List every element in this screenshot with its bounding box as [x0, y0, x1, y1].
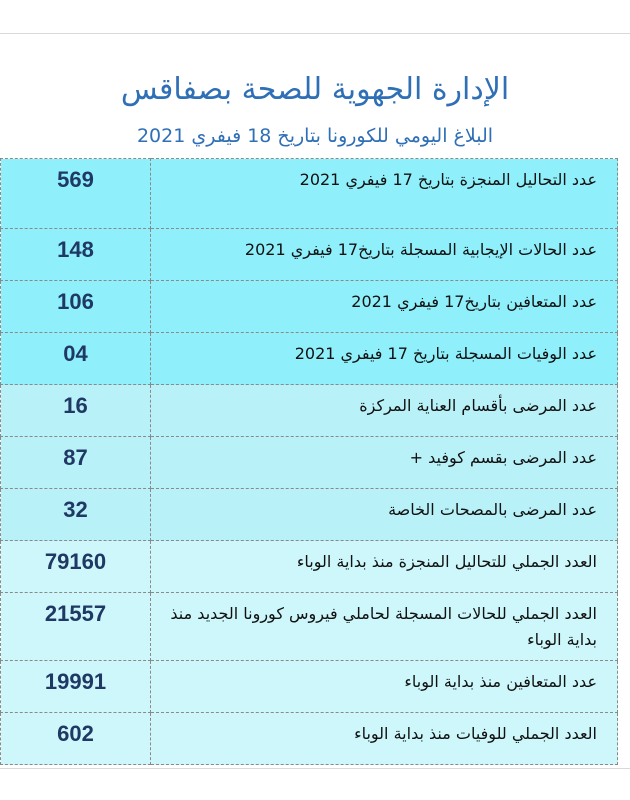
- stat-value: 569: [1, 159, 151, 229]
- stat-value: 32: [1, 489, 151, 541]
- stat-value: 87: [1, 437, 151, 489]
- stat-value: 21557: [1, 593, 151, 661]
- page-title: الإدارة الجهوية للصحة بصفاقس: [120, 72, 510, 107]
- table-row: [1, 229, 618, 281]
- statistics-table: [0, 158, 618, 765]
- stat-label: عدد المتعافين منذ بداية الوباء: [151, 661, 618, 713]
- stat-label: عدد المرضى بقسم كوفيد +: [151, 437, 618, 489]
- table-row: [1, 437, 618, 489]
- table-row: [1, 593, 618, 661]
- table-row: [1, 713, 618, 765]
- page-subtitle: البلاغ اليومي للكورونا بتاريخ 18 فيفري 2021: [136, 125, 494, 147]
- table-row: [1, 385, 618, 437]
- table-row: [1, 489, 618, 541]
- stat-value: 19991: [1, 661, 151, 713]
- table-row: [1, 661, 618, 713]
- stat-label: عدد التحاليل المنجزة بتاريخ 17 فيفري 2021: [151, 159, 618, 229]
- stat-label: العدد الجملي للوفيات منذ بداية الوباء: [151, 713, 618, 765]
- stat-value: 79160: [1, 541, 151, 593]
- stat-label: عدد المتعافين بتاريخ17 فيفري 2021: [151, 281, 618, 333]
- table-row: [1, 541, 618, 593]
- stat-label: العدد الجملي للتحاليل المنجزة منذ بداية الوباء: [151, 541, 618, 593]
- stat-value: 106: [1, 281, 151, 333]
- stat-label: عدد المرضى بالمصحات الخاصة: [151, 489, 618, 541]
- stat-label: عدد المرضى بأقسام العناية المركزة: [151, 385, 618, 437]
- stat-value: 602: [1, 713, 151, 765]
- stat-value: 16: [1, 385, 151, 437]
- stat-value: 04: [1, 333, 151, 385]
- stat-label: عدد الحالات الإيجابية المسجلة بتاريخ17 فيفري 2021: [151, 229, 618, 281]
- table-row: [1, 333, 618, 385]
- stat-label: العدد الجملي للحالات المسجلة لحاملي فيروس كورونا الجديد منذ بداية الوباء: [151, 593, 618, 661]
- stat-label: عدد الوفيات المسجلة بتاريخ 17 فيفري 2021: [151, 333, 618, 385]
- table-row: [1, 159, 618, 229]
- stat-value: 148: [1, 229, 151, 281]
- bottom-divider: [0, 768, 630, 769]
- top-divider: [0, 33, 630, 34]
- table-row: [1, 281, 618, 333]
